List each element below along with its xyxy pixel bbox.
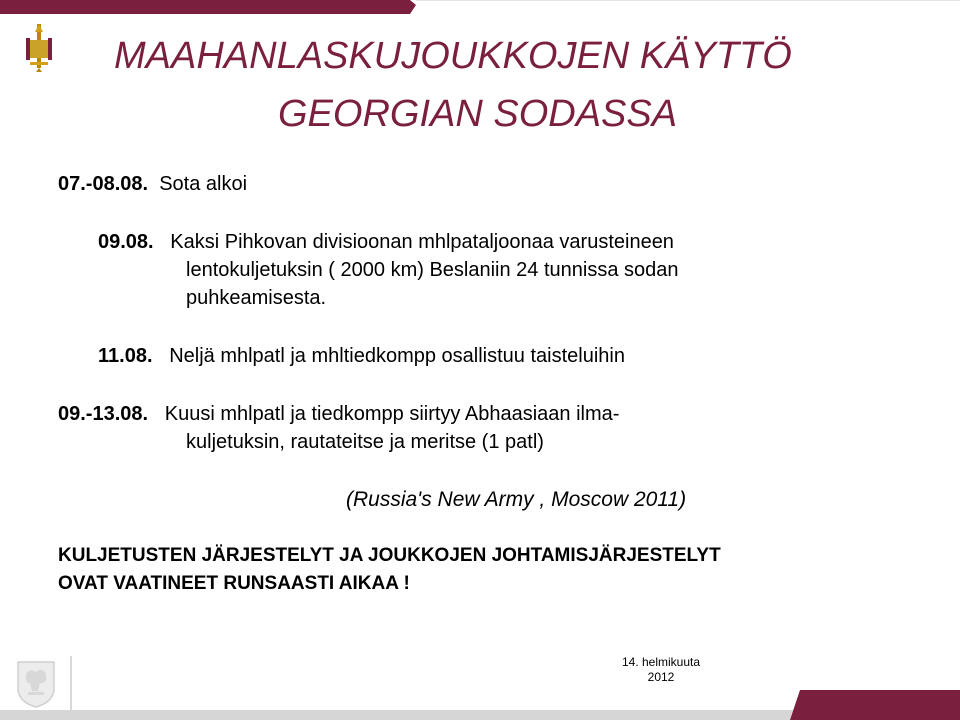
bottom-decorative-band bbox=[0, 690, 960, 720]
event-2 bbox=[98, 228, 674, 256]
citation: (Russia's New Army , Moscow 2011) bbox=[346, 488, 687, 511]
footer-date-line1: 14. helmikuuta bbox=[621, 655, 701, 669]
event-2-text-line1: Kaksi Pihkovan divisioonan mhlpataljoonaa varusteineen bbox=[170, 231, 674, 253]
event-1-text: Sota alkoi bbox=[159, 173, 248, 195]
event-4 bbox=[58, 400, 619, 428]
event-4-text-line1: Kuusi mhlpatl ja tiedkompp siirtyy Abhaasiaan ilma- bbox=[164, 403, 620, 425]
page-title-line1: MAAHANLASKUJOUKKOJEN KÄYTTÖ bbox=[114, 35, 792, 77]
event-4-date: 09.-13.08. bbox=[58, 403, 149, 425]
event-1 bbox=[58, 170, 247, 198]
conclusion-line2: OVAT VAATINEET RUNSAASTI AIKAA ! bbox=[58, 573, 410, 594]
page-title-line2: GEORGIAN SODASSA bbox=[278, 93, 678, 135]
event-2-text-line3: puhkeamisesta. bbox=[186, 287, 327, 309]
event-2-date: 09.08. bbox=[98, 231, 154, 253]
footer-date-line2: 2012 bbox=[647, 670, 675, 684]
event-3-text: Neljä mhlpatl ja mhltiedkompp osallistuu taisteluihin bbox=[169, 345, 625, 367]
top-decorative-band bbox=[0, 0, 960, 14]
army-emblem-icon bbox=[24, 24, 54, 72]
event-1-date: 07.-08.08. bbox=[58, 173, 149, 195]
event-2-text-line2: lentokuljetuksin ( 2000 km) Beslaniin 24 tunnissa sodan bbox=[186, 259, 679, 281]
event-3-date: 11.08. bbox=[98, 345, 153, 367]
event-3 bbox=[98, 342, 625, 370]
conclusion-line1: KULJETUSTEN JÄRJESTELYT JA JOUKKOJEN JOHTAMISJÄRJESTELYT bbox=[58, 545, 721, 566]
footer-date bbox=[616, 655, 706, 685]
event-4-text-line2: kuljetuksin, rautateitse ja meritse (1 patl) bbox=[186, 431, 544, 453]
